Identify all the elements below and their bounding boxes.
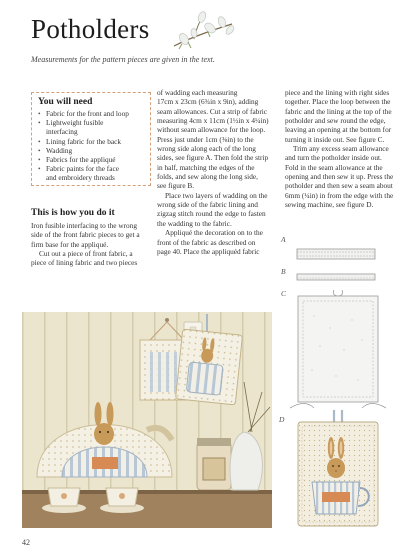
figure-d-finished-potholder-diagram xyxy=(292,408,384,532)
instruction-line: see figure B. xyxy=(157,181,195,191)
instruction-line: seam allowances. Cut a strip of fabric xyxy=(157,106,268,116)
materials-item: • Wadding xyxy=(38,146,144,155)
catkin-branch-illustration xyxy=(172,6,236,56)
figure-a-strip-diagram xyxy=(296,247,376,261)
instruction-line: and turn the potholder inside out. xyxy=(285,153,382,163)
materials-item-continuation: and embroidery threads xyxy=(46,173,115,183)
tea-cosy-photo-illustration xyxy=(22,312,272,528)
figure-d-label: D xyxy=(279,415,285,424)
instruction-line: Iron fusible interfacing to the wrong xyxy=(31,221,137,230)
materials-item-continuation: interfacing xyxy=(46,127,78,137)
page-title: Potholders xyxy=(31,14,150,44)
instruction-line: without seam allowance for the loop. xyxy=(157,125,266,135)
instruction-line: potholder and sew round the edge, xyxy=(285,116,386,126)
materials-item: • Lining fabric for the back xyxy=(38,137,144,146)
instruction-line: page 40. Place the appliquéd fabric xyxy=(157,246,260,256)
instruction-line: fabric and the lining at the top of the xyxy=(285,106,392,116)
instruction-line: 17cm x 23cm (6¾in x 9in), adding xyxy=(157,97,259,107)
instruction-line: opening and then sew it up. Press the xyxy=(285,172,394,182)
instruction-line: together. Place the loop between the xyxy=(285,97,391,107)
materials-title: You will need xyxy=(38,97,93,107)
materials-item: • Lightweight fusible xyxy=(38,118,144,127)
materials-item: • Fabrics for the appliqué xyxy=(38,155,144,164)
instructions-title: This is how you do it xyxy=(31,208,115,218)
instruction-line: leaving an opening at the bottom for xyxy=(285,125,392,135)
instruction-line: measuring 4cm x 11cm (1½in x 4¼in) xyxy=(157,116,269,126)
figure-b-folded-strip-diagram xyxy=(296,272,376,282)
materials-list xyxy=(38,109,144,183)
figure-c-sewn-potholder-diagram xyxy=(290,290,386,412)
page-subtitle: Measurements for the pattern pieces are given in the text. xyxy=(31,55,215,64)
instruction-line: 6mm (¼in) in from the edge with the xyxy=(285,190,394,200)
instruction-line: piece and the lining with right sides xyxy=(285,88,390,97)
instruction-line: front of the fabric as described on xyxy=(157,237,256,247)
instruction-line: wrong side along each of the long xyxy=(157,144,256,154)
instruction-line: firm base for the appliqué. xyxy=(31,239,109,249)
instruction-line: Press just under 1cm (⅜in) to the xyxy=(157,134,254,144)
instruction-line: Trim any excess seam allowance xyxy=(293,144,389,154)
instruction-line: Place two layers of wadding on the xyxy=(165,190,268,200)
instruction-line: of wadding each measuring xyxy=(157,88,238,97)
instruction-line: potholder and then sew a seam about xyxy=(285,181,393,191)
instruction-line: Cut out a piece of front fabric, a xyxy=(39,249,133,259)
instructions-column-3 xyxy=(285,88,407,209)
page-number: 42 xyxy=(22,538,30,547)
materials-item: • Fabric paints for the face xyxy=(38,164,144,173)
figure-c-label: C xyxy=(281,289,287,298)
product-photo xyxy=(22,312,272,528)
instructions-column-1 xyxy=(31,221,153,268)
materials-item: • Fabric for the front and loop xyxy=(38,109,144,118)
instruction-line: piece of lining fabric and two pieces xyxy=(31,258,138,268)
instruction-line: zigzag stitch round the edge to fasten xyxy=(157,209,266,219)
instruction-line: sewing machine, see figure D. xyxy=(285,200,374,210)
instruction-line: in half, matching the edges of the xyxy=(157,162,255,172)
instruction-line: turning it inside out. See figure C. xyxy=(285,134,385,144)
instruction-line: side of the front fabric pieces to get a xyxy=(31,230,140,240)
instruction-line: Appliqué the decoration on to the xyxy=(165,228,263,238)
materials-box xyxy=(31,92,151,186)
instruction-line: wrong side of the fabric lining and xyxy=(157,200,258,210)
instructions-column-2 xyxy=(157,88,283,256)
instruction-line: sides, see figure A. Then fold the strip xyxy=(157,153,269,163)
instruction-line: Fold in the seam allowance at the xyxy=(285,162,383,172)
figure-b-label: B xyxy=(281,267,286,276)
figure-a-label: A xyxy=(281,235,286,244)
instruction-line: the wadding to the fabric. xyxy=(157,218,232,228)
instruction-line: folds, and sew along the long side, xyxy=(157,172,258,182)
